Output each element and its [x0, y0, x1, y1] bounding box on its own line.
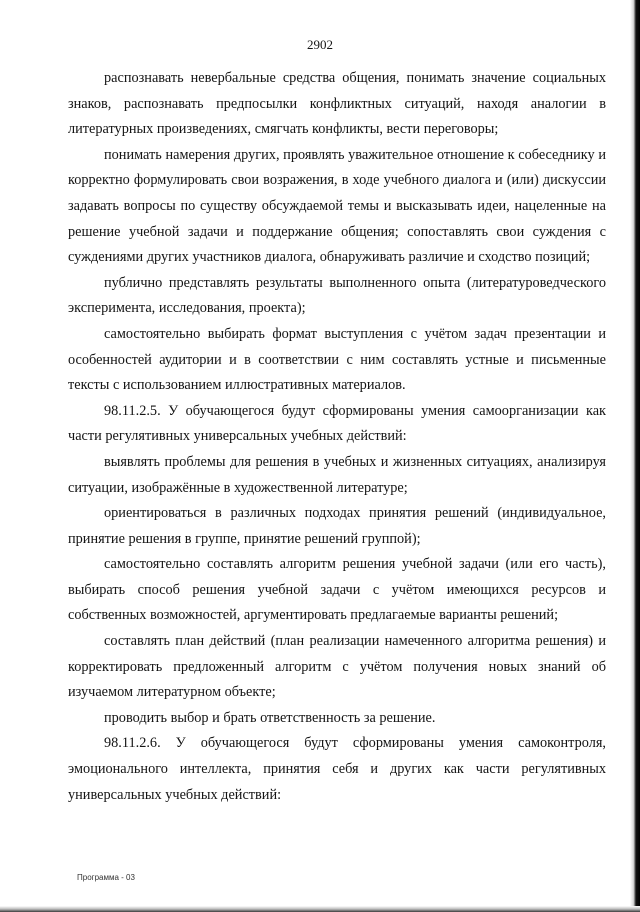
paragraph: публично представлять результаты выполненного опыта (литературоведческого эксперимента, исследования, проекта);	[68, 274, 606, 317]
section-heading-paragraph: 98.11.2.5. У обучающегося будут сформированы умения самоорганизации как части регулятивных универсальных учебных действий:	[68, 402, 606, 445]
paragraph: ориентироваться в различных подходах принятия решений (индивидуальное, принятие решения в группе, принятие решений группой);	[68, 505, 606, 547]
scan-edge-right	[630, 0, 640, 912]
paragraph: распознавать невербальные средства общения, понимать значение социальных знаков, распознавать предпосылки конфликтных ситуаций, находя аналогии в литературных произведениях, смягчать конфликты, вести переговоры;	[68, 70, 606, 138]
scan-edge-bottom	[0, 906, 640, 912]
paragraph: самостоятельно составлять алгоритм решения учебной задачи (или его часть), выбирать способ решения учебной задачи с учётом имеющихся ресурсов и собственных возможностей, аргументировать предлагаемые варианты решений;	[68, 556, 606, 624]
paragraph: составлять план действий (план реализации намеченного алгоритма решения) и корректировать предложенный алгоритм с учётом получения новых знаний об изучаемом литературном объекте;	[68, 633, 606, 701]
paragraph: понимать намерения других, проявлять уважительное отношение к собеседнику и корректно формулировать свои возражения, в ходе учебного диалога и (или) дискуссии задавать вопросы по существу обсуждаемой темы и высказывать идеи, нацеленные на решение учебной задачи и поддержание общения; сопоставлять свои суждения с суждениями других участников диалога, обнаруживать различие и сходство позиций;	[68, 146, 606, 266]
page-footer: Программа - 03	[77, 873, 135, 882]
document-body	[68, 66, 606, 808]
page-number: 2902	[307, 37, 333, 52]
paragraph: выявлять проблемы для решения в учебных и жизненных ситуациях, анализируя ситуации, изображённые в художественной литературе;	[68, 453, 606, 496]
paragraph: проводить выбор и брать ответственность за решение.	[104, 709, 436, 726]
section-heading-paragraph: 98.11.2.6. У обучающегося будут сформированы умения самоконтроля, эмоционального интеллекта, принятия себя и других как части регулятивных универсальных учебных действий:	[68, 735, 606, 803]
paragraph: самостоятельно выбирать формат выступления с учётом задач презентации и особенностей аудитории и в соответствии с ним составлять устные и письменные тексты с использованием иллюстративных материалов.	[68, 325, 606, 394]
